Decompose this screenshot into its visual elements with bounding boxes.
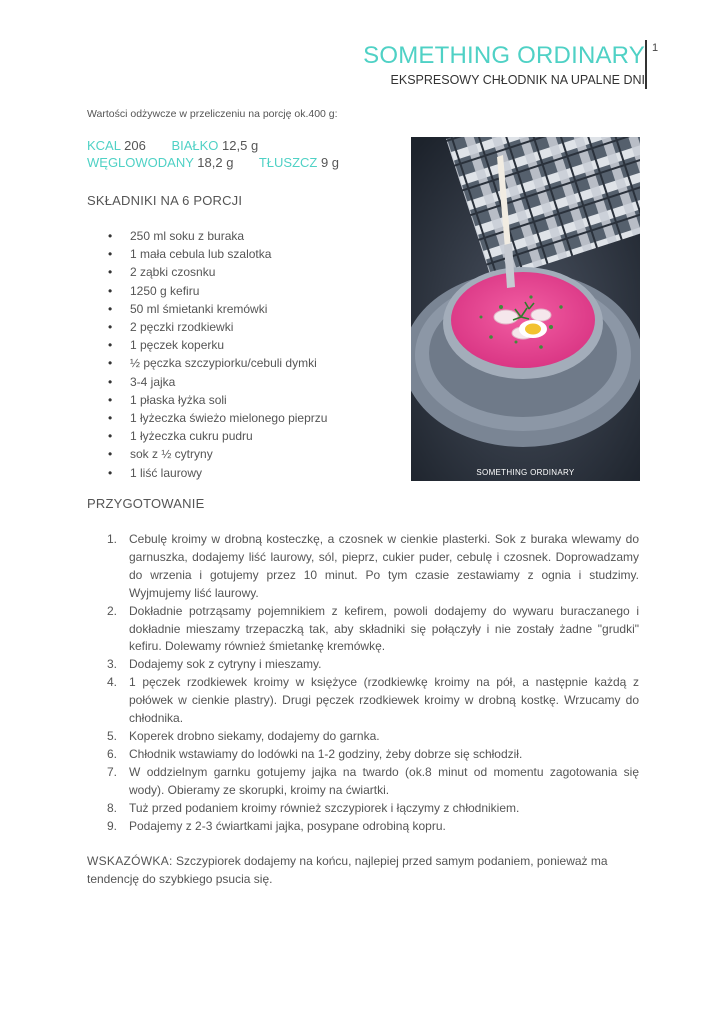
step-text: Chłodnik wstawiamy do lodówki na 1-2 godziny, żeby dobrze się schłodził. xyxy=(129,746,523,761)
protein-label: BIAŁKO xyxy=(171,138,219,153)
fat-value: 9 g xyxy=(320,155,340,170)
page-number: 1 xyxy=(652,42,659,54)
step-number: 8. xyxy=(107,800,118,815)
recipe-photo xyxy=(411,137,640,481)
list-item: • 2 ząbki czosnku xyxy=(108,263,327,281)
step-text: Tuż przed podaniem kroimy również szczypiorek i łączymy z chłodnikiem. xyxy=(129,800,520,815)
nutrition-row-2 xyxy=(87,155,361,171)
list-item xyxy=(107,656,639,674)
page-header xyxy=(363,43,645,87)
ingredients-heading: SKŁADNIKI NA 6 PORCJI xyxy=(87,193,243,208)
step-number: 7. xyxy=(107,764,118,779)
soup-illustration xyxy=(411,137,640,481)
list-item: • 3-4 jajka xyxy=(108,373,327,391)
list-item: • 250 ml soku z buraka xyxy=(108,227,327,245)
step-number: 9. xyxy=(107,818,118,833)
list-item: • 1 płaska łyżka soli xyxy=(108,391,327,409)
list-item: • 1 pęczek koperku xyxy=(108,336,327,354)
kcal-value: 206 xyxy=(124,138,146,153)
kcal-label: KCAL xyxy=(87,138,121,153)
fat-label: TŁUSZCZ xyxy=(258,155,318,170)
preparation-steps xyxy=(107,531,639,835)
step-text: W oddzielnym garnku gotujemy jajka na twardo (ok.8 minut od momentu zagotowania się wody). Obieramy ze skorupki, kroimy na ćwiartki. xyxy=(129,764,639,797)
tip-text: Szczypiorek dodajemy na końcu, najlepiej przed samym podaniem, ponieważ ma tendencję do szybkiego psucia się. xyxy=(87,854,608,886)
ingredients-list xyxy=(108,227,327,482)
step-text: Cebulę kroimy w drobną kosteczkę, a czosnek w cienkie plasterki. Sok z buraka wlewamy do garnuszka, dodajemy liść laurowy, sól, pieprz, cukier puder, cebulę i czosnek. Doprowadzamy do wrzenia i gotujemy przez 10 minut. Po tym czasie zestawiamy z ognia i studzimy. Wyjmujemy liść laurowy. xyxy=(129,532,639,600)
step-text: Dodajemy sok z cytryny i mieszamy. xyxy=(129,657,322,672)
step-text: Dokładnie potrząsamy pojemnikiem z kefirem, powoli dodajemy do wywaru buraczanego i dokładnie mieszamy trzepaczką tak, aby składniki się połączyły i nie zostały żadne "grudki" kefiru. Dolewamy również śmietankę kremówkę. xyxy=(129,603,639,654)
list-item xyxy=(107,603,639,657)
list-item: • 1 łyżeczka cukru pudru xyxy=(108,427,327,445)
preparation-heading: PRZYGOTOWANIE xyxy=(87,496,205,511)
tip-label: WSKAZÓWKA: xyxy=(87,854,173,868)
list-item: • ½ pęczka szczypiorku/cebuli dymki xyxy=(108,354,327,372)
list-item: • sok z ½ cytryny xyxy=(108,445,327,463)
protein-value: 12,5 g xyxy=(222,138,259,153)
list-item xyxy=(107,746,639,764)
photo-watermark: SOMETHING ORDINARY xyxy=(476,468,575,477)
recipe-subtitle: EKSPRESOWY CHŁODNIK NA UPALNE DNI xyxy=(390,73,645,87)
list-item xyxy=(107,764,639,800)
list-item: • 2 pęczki rzodkiewki xyxy=(108,318,327,336)
step-text: 1 pęczek rzodkiewek kroimy w księżyce (rzodkiewkę kroimy na pół, a następnie każdą z połówek w cienkie plastry). Drugi pęczek rzodkiewek kroimy w drobną kostkę. Wrzucamy do chłodnika. xyxy=(129,675,639,726)
step-number: 2. xyxy=(107,603,118,618)
list-item: • 1 liść laurowy xyxy=(108,464,327,482)
list-item: • 50 ml śmietanki kremówki xyxy=(108,300,327,318)
carbs-value: 18,2 g xyxy=(197,155,234,170)
step-number: 1. xyxy=(107,532,118,546)
tip-paragraph xyxy=(87,852,639,888)
step-number: 5. xyxy=(107,728,118,743)
step-text: Podajemy z 2-3 ćwiartkami jajka, posypane odrobiną kopru. xyxy=(129,818,446,833)
list-item xyxy=(107,674,639,728)
nutrition-row-1 xyxy=(87,138,280,154)
step-text: Koperek drobno siekamy, dodajemy do garnka. xyxy=(129,728,380,743)
nutrition-intro: Wartości odżywcze w przeliczeniu na porcję ok.400 g: xyxy=(87,108,338,120)
list-item xyxy=(107,800,639,818)
step-number: 4. xyxy=(107,675,118,690)
list-item xyxy=(107,818,639,836)
list-item: • 1 mała cebula lub szalotka xyxy=(108,245,327,263)
list-item: • 1 łyżeczka świeżo mielonego pieprzu xyxy=(108,409,327,427)
step-number: 3. xyxy=(107,657,118,672)
site-title: SOMETHING ORDINARY xyxy=(363,42,645,69)
list-item xyxy=(107,728,639,746)
list-item: • 1250 g kefiru xyxy=(108,282,327,300)
carbs-label: WĘGLOWODANY xyxy=(87,155,194,170)
step-number: 6. xyxy=(107,746,118,761)
list-item xyxy=(107,531,639,603)
header-divider xyxy=(645,40,647,89)
